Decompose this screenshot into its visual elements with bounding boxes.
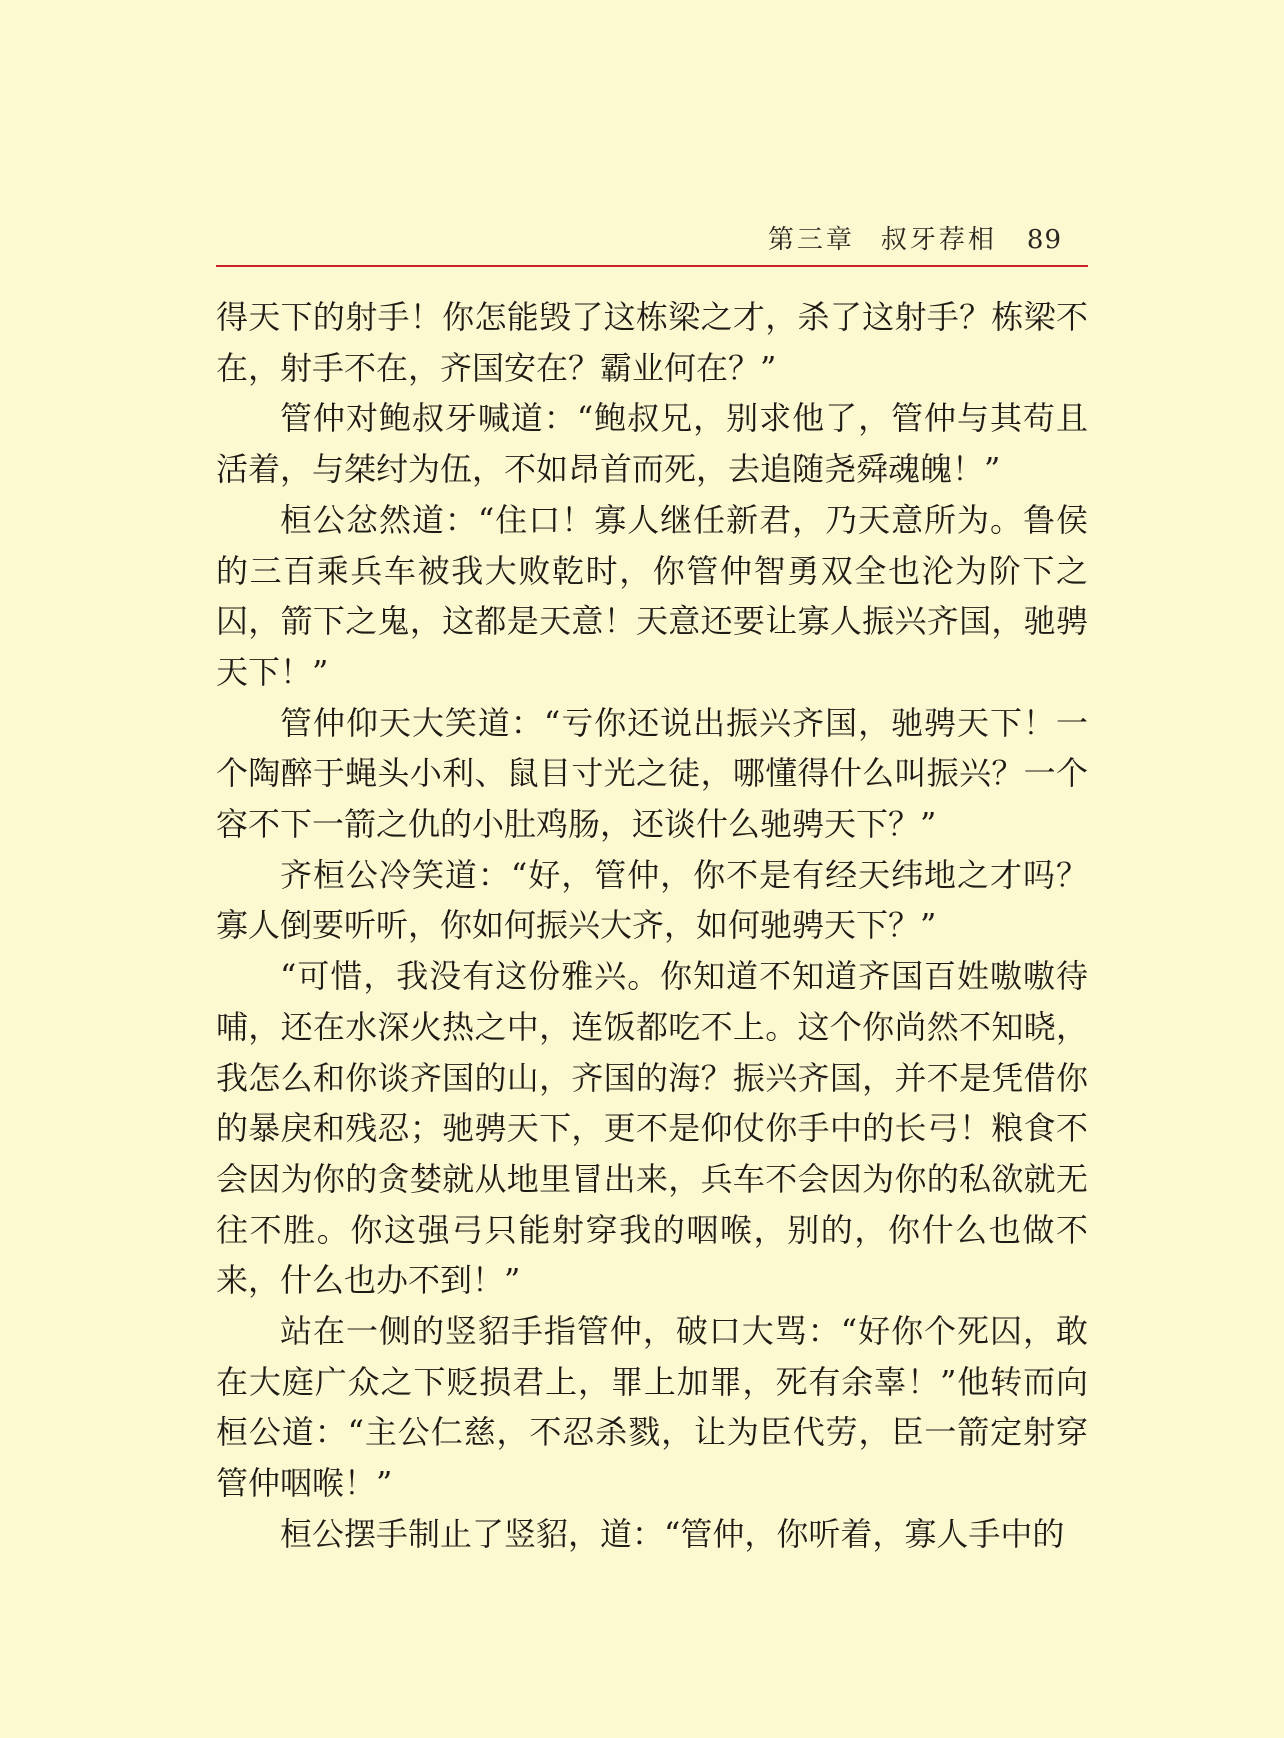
paragraph: 得天下的射手！你怎能毁了这栋梁之才，杀了这射手？栋梁不在，射手不在，齐国安在？霸业何在？” xyxy=(216,298,1088,387)
paragraph: “可惜，我没有这份雅兴。你知道不知道齐国百姓嗷嗷待哺，还在水深火热之中，连饭都吃不上。这个你尚然不知晓，我怎么和你谈齐国的山，齐国的海？振兴齐国，并不是凭借你的暴戾和残忍；驰骋天下，更不是仰仗你手中的长弓！粮食不会因为你的贪婪就从地里冒出来，兵车不会因为你的私欲就无往不胜。你这强弓只能射穿我的咽喉，别的，你什么也做不来，什么也办不到！” xyxy=(216,957,1088,1300)
body-text xyxy=(216,292,1088,1560)
paragraph: 桓公忿然道：“住口！寡人继任新君，乃天意所为。鲁侯的三百乘兵车被我大败乾时，你管仲智勇双全也沦为阶下之囚，箭下之鬼，这都是天意！天意还要让寡人振兴齐国，驰骋天下！” xyxy=(216,500,1088,691)
paragraph: 管仲对鲍叔牙喊道：“鲍叔兄，别求他了，管仲与其苟且活着，与桀纣为伍，不如昂首而死，去追随尧舜魂魄！” xyxy=(216,399,1088,489)
header-rule xyxy=(216,265,1088,267)
chapter-title: 叔牙荐相 xyxy=(880,225,997,255)
paragraph: 齐桓公冷笑道：“好，管仲，你不是有经天纬地之才吗？寡人倒要听听，你如何振兴大齐，如何驰骋天下？” xyxy=(216,855,1088,945)
paragraph: 管仲仰天大笑道：“亏你还说出振兴齐国，驰骋天下！一个陶醉于蝇头小利、鼠目寸光之徒，哪懂得什么叫振兴？一个容不下一箭之仇的小肚鸡肠，还谈什么驰骋天下？” xyxy=(216,703,1088,844)
paragraph: 站在一侧的竖貂手指管仲，破口大骂：“好你个死囚，敢在大庭广众之下贬损君上，罪上加罪，死有余辜！”他转而向桓公道：“主公仁慈，不忍杀戮，让为臣代劳，臣一箭定射穿管仲咽喉！” xyxy=(216,1312,1088,1503)
running-header xyxy=(216,218,1088,262)
paragraph: 桓公摆手制止了竖貂，道：“管仲，你听着，寡人手中的 xyxy=(280,1514,1065,1553)
chapter-label: 第三章 xyxy=(767,225,855,255)
page-number: 89 xyxy=(1026,225,1062,255)
